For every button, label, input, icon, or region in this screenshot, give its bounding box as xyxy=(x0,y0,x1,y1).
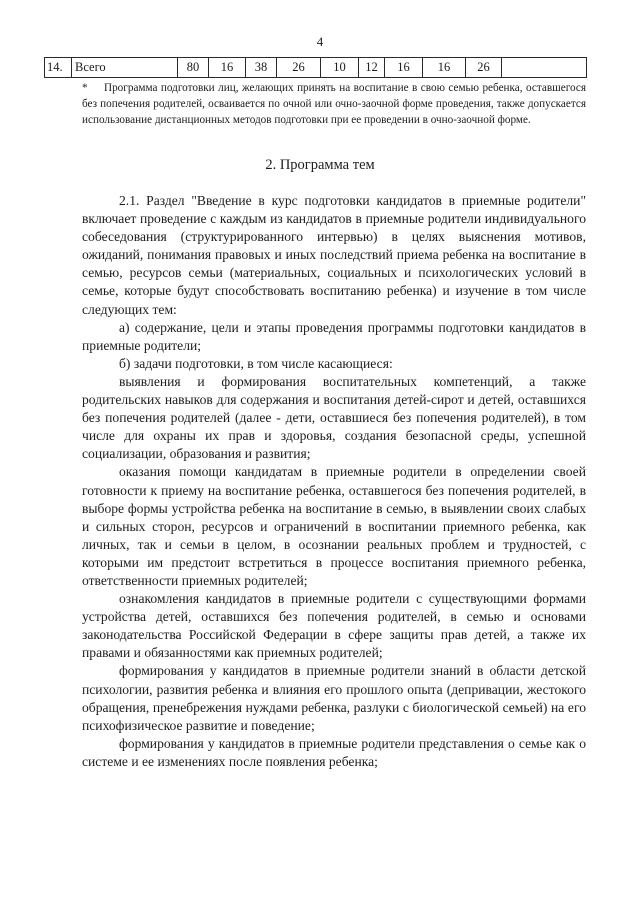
paragraph: оказания помощи кандидатам в приемные родители в определении своей готовности к приему на воспитание ребенка, оставшегося без попечения родителей, в выборе формы устройства ребенка на воспитание в семью, в выявлении своих слабых и сильных сторон, ресурсов и ограничений в воспитании приемного ребенка, как личных, так и семьи в целом, в осознании реальных проблем и трудностей, с которыми им предстоит встретиться в процессе воспитания приемного ребенка, ответственности приемных родителей; xyxy=(82,464,586,588)
paragraph: 2.1. Раздел "Введение в курс подготовки кандидатов в приемные родители" включает проведение с каждым из кандидатов в приемные родители индивидуального собеседования (структурированного интервью) в целях выяснения мотивов, ожиданий, понимания правовых и иных последствий приема ребенка на воспитание в семью, ресурсов семьи (материальных, социальных и психологических условий в семье, которые будут способствовать воспитанию ребенка) и изучение в том числе следующих тем: xyxy=(82,193,586,317)
empty-cell xyxy=(502,58,587,78)
hours-cell: 26 xyxy=(277,58,321,78)
hours-cell: 16 xyxy=(209,58,246,78)
summary-table xyxy=(44,57,587,78)
hours-cell: 12 xyxy=(359,58,385,78)
hours-cell: 80 xyxy=(178,58,209,78)
page-number: 4 xyxy=(316,34,324,49)
paragraph: а) содержание, цели и этапы проведения программы подготовки кандидатов в приемные родители; xyxy=(82,319,586,353)
paragraph: ознакомления кандидатов в приемные родители с существующими формами устройства детей, оставшихся без попечения родителей, в семью и основами законодательства Российской Федерации в сфере защиты прав детей, а также их правами и обязанностями как приемных родителей; xyxy=(82,591,586,661)
row-label-cell: Всего xyxy=(72,58,178,78)
hours-cell: 26 xyxy=(466,58,502,78)
hours-cell: 16 xyxy=(423,58,466,78)
hours-cell: 38 xyxy=(246,58,277,78)
paragraph: формирования у кандидатов в приемные родители представления о семье как о системе и ее изменениях после появления ребенка; xyxy=(82,735,586,769)
footnote xyxy=(82,80,586,129)
footnote-marker: * xyxy=(82,82,88,94)
section-title: 2. Программа тем xyxy=(265,157,375,173)
table-row-total xyxy=(45,58,587,78)
hours-cell: 10 xyxy=(321,58,359,78)
footnote-text: Программа подготовки лиц, желающих принять на воспитание в свою семью ребенка, оставшегося без попечения родителей, осваивается по очной или очно-заочной форме проведения, также допускается использование дистанционных методов подготовки при ее проведении в очно-заочной форме. xyxy=(82,82,586,127)
paragraph: формирования у кандидатов в приемные родители знаний в области детской психологии, развития ребенка и влияния его прошлого опыта (депривации, жестокого обращения, пренебрежения нуждами ребенка, разлуки с биологической семьей) на его психофизическое развитие и поведение; xyxy=(82,663,586,733)
row-number-cell: 14. xyxy=(45,58,72,78)
paragraph: выявления и формирования воспитательных компетенций, а также родительских навыков для содержания и воспитания детей-сирот и детей, оставшихся без попечения родителей (далее - дети, оставшиеся без попечения родителей), в том числе для охраны их прав и здоровья, создания безопасной среды, успешной социализации, образования и развития; xyxy=(82,373,586,462)
paragraph: б) задачи подготовки, в том числе касающиеся: xyxy=(119,355,393,371)
body-text xyxy=(82,188,586,771)
hours-cell: 16 xyxy=(385,58,423,78)
